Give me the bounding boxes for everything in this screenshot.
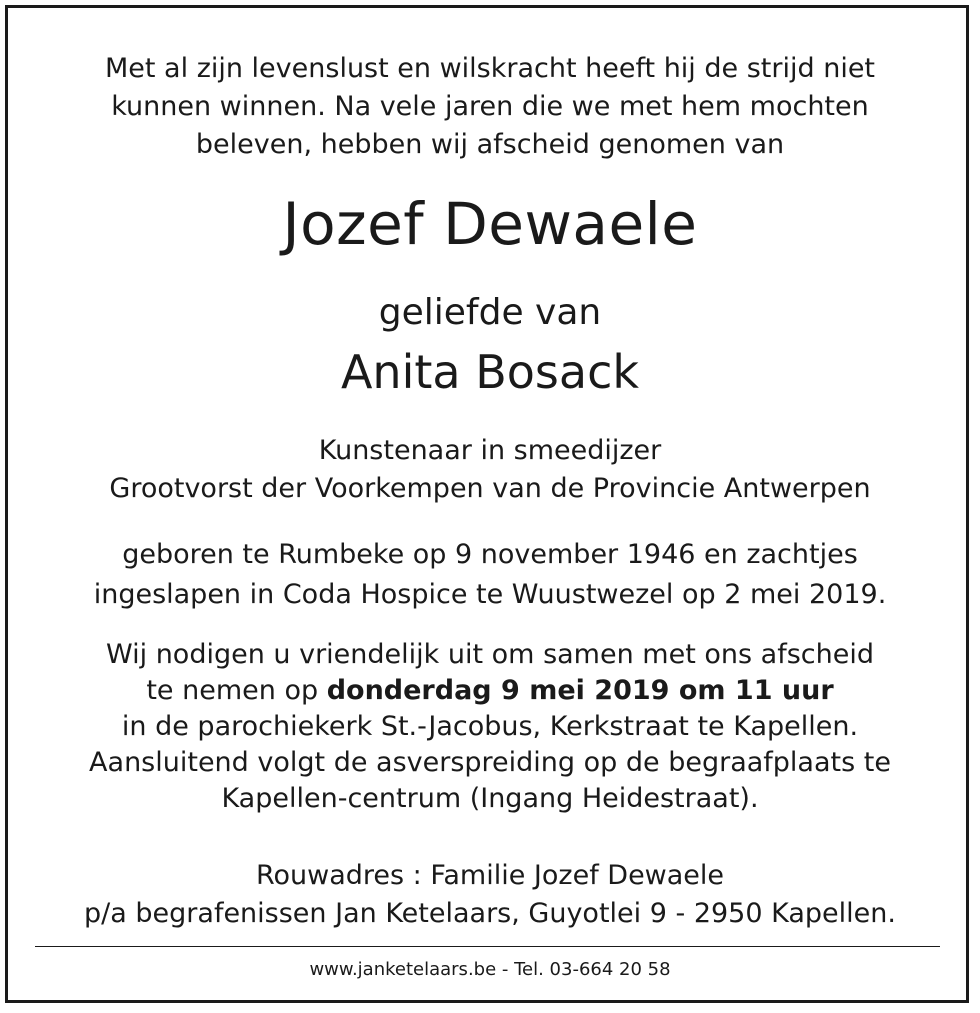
address-line-1: Rouwadres : Familie Jozef Dewaele: [255, 860, 725, 891]
birth-line-1: geboren te Rumbeke op 9 november 1946 en zachtjes: [122, 539, 858, 570]
birth-line-2: ingeslapen in Coda Hospice te Wuustwezel op 2 mei 2019.: [93, 579, 887, 610]
mourning-address: [0, 857, 980, 933]
deceased-name: [0, 186, 980, 262]
title-line-2: Grootvorst der Voorkempen van de Provincie Antwerpen: [109, 473, 871, 504]
birth-death-text: [0, 535, 980, 615]
deceased-name-text: Jozef Dewaele: [282, 190, 698, 258]
address-line-2: p/a begrafenissen Jan Ketelaars, Guyotlei 9 - 2950 Kapellen.: [84, 898, 896, 929]
invite-line-2: [0, 673, 980, 709]
intro-line-2: kunnen winnen. Na vele jaren die we met hem mochten: [111, 91, 869, 122]
intro-text: [0, 50, 980, 164]
invite-line-4: Aansluitend volgt de asverspreiding op de begraafplaats te: [89, 747, 891, 778]
partner-name-text: Anita Bosack: [340, 345, 640, 399]
contact-text: www.janketelaars.be - Tel. 03-664 20 58: [309, 959, 671, 980]
invite-date-prefix: te nemen op: [146, 675, 327, 706]
relation-label: [0, 290, 980, 336]
funeral-date-time: donderdag 9 mei 2019 om 11 uur: [326, 675, 834, 706]
invite-line-5: Kapellen-centrum (Ingang Heidestraat).: [221, 783, 759, 814]
partner-name: [0, 342, 980, 402]
contact-info: [0, 958, 980, 982]
relation-label-text: geliefde van: [378, 292, 602, 333]
titles: [0, 432, 980, 508]
invitation-text: [0, 637, 980, 817]
title-line-1: Kunstenaar in smeedijzer: [318, 435, 662, 466]
invite-line-1: Wij nodigen u vriendelijk uit om samen met ons afscheid: [106, 639, 874, 670]
invite-line-3: in de parochiekerk St.-Jacobus, Kerkstraat te Kapellen.: [121, 711, 859, 742]
divider: [35, 946, 940, 947]
intro-line-3: beleven, hebben wij afscheid genomen van: [195, 129, 785, 160]
intro-line-1: Met al zijn levenslust en wilskracht heeft hij de strijd niet: [104, 53, 876, 84]
